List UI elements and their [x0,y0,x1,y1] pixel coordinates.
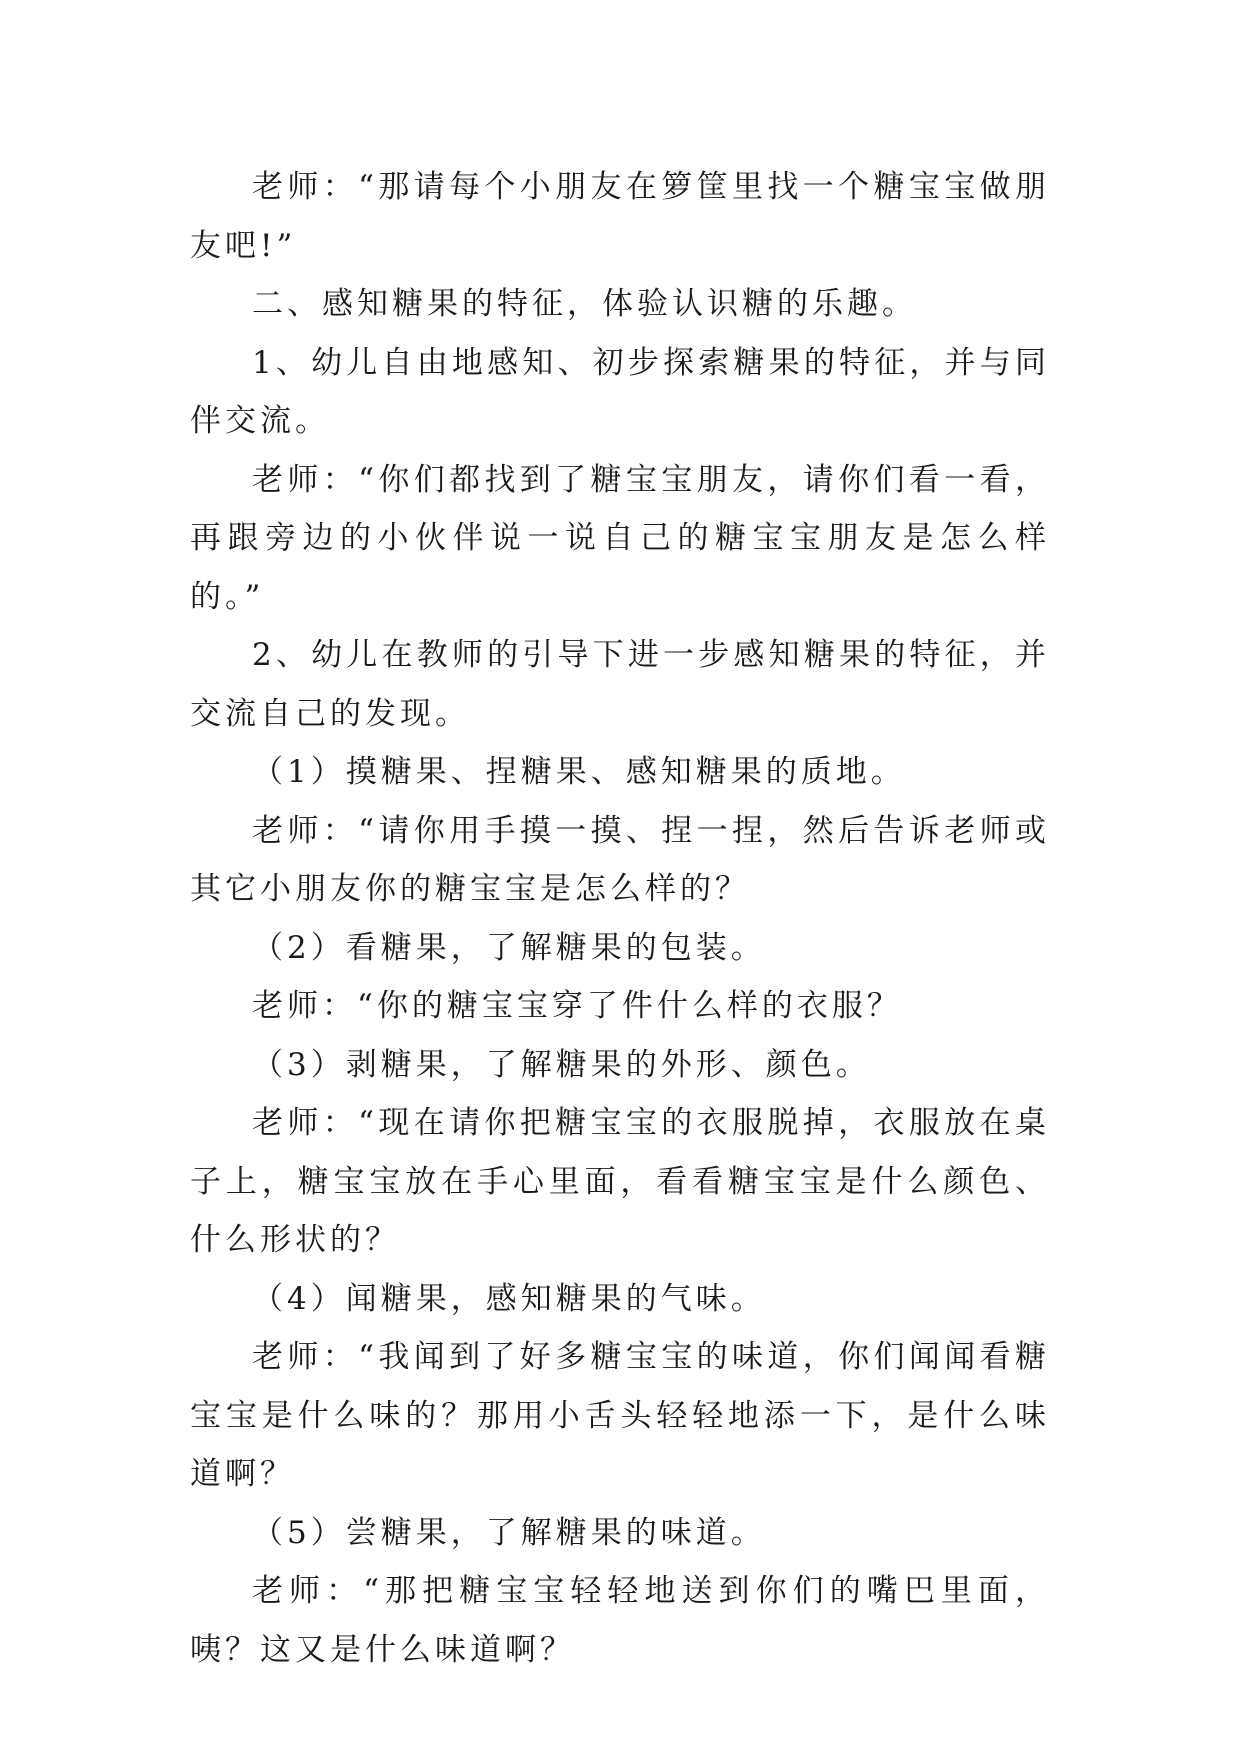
section-heading-perceive: 二、感知糖果的特征，体验认识糖的乐趣。 [252,286,917,322]
paragraph-teacher-taste: 老师：“那把糖宝宝轻轻地送到你们的嘴巴里面，咦？这又是什么味道啊？ [190,1573,1050,1668]
substep-3-peel: （3）剥糖果，了解糖果的外形、颜色。 [252,1046,871,1083]
paragraph-teacher-invite: 老师：“那请每个小朋友在箩筐里找一个糖宝宝做朋友吧!” [190,169,1050,264]
substep-5-taste: （5）尝糖果，了解糖果的味道。 [252,1514,766,1551]
paragraph-teacher-look: 老师：“你们都找到了糖宝宝朋友，请你们看一看，再跟旁边的小伙伴说一说自己的糖宝宝朋友是怎么样的。” [190,461,1050,615]
step-2: 2、幼儿在教师的引导下进一步感知糖果的特征，并交流自己的发现。 [190,637,1050,732]
substep-1-touch: （1）摸糖果、捏糖果、感知糖果的质地。 [252,754,906,790]
paragraph-teacher-peel: 老师：“现在请你把糖宝宝的衣服脱掉，衣服放在桌子上，糖宝宝放在手心里面，看看糖宝宝是什么颜色、什么形状的？ [190,1105,1050,1258]
substep-4-smell: （4）闻糖果，感知糖果的气味。 [252,1280,766,1317]
paragraph-teacher-smell: 老师：“我闻到了好多糖宝宝的味道，你们闻闻看糖宝宝是什么味的？那用小舌头轻轻地添一下，是什么味道啊？ [190,1339,1050,1492]
paragraph-teacher-touch: 老师：“请你用手摸一摸、捏一捏，然后告诉老师或其它小朋友你的糖宝宝是怎么样的？ [190,812,1050,907]
document-body [190,158,1050,1679]
substep-2-look: （2）看糖果，了解糖果的包装。 [252,929,766,966]
step-1: 1、幼儿自由地感知、初步探索糖果的特征，并与同伴交流。 [190,344,1050,439]
paragraph-teacher-clothes: 老师：“你的糖宝宝穿了件什么样的衣服？ [252,988,902,1024]
